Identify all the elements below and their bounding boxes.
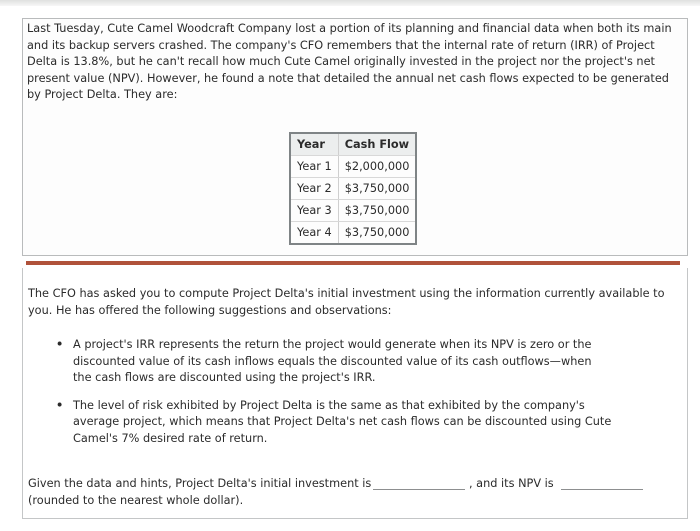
- cash-flow-cell: $3,750,000: [344, 226, 410, 239]
- table-row: [290, 222, 416, 245]
- npv-blank[interactable]: [561, 489, 643, 490]
- cash-flow-cell: $3,750,000: [338, 178, 416, 200]
- table-row: [290, 156, 416, 178]
- problem-section: [22, 18, 688, 256]
- intro-paragraph: Last Tuesday, Cute Camel Woodcraft Company lost a portion of its planning and financial data when both its main and its backup servers crashed. The company's CFO remembers that the internal rate of return (IRR) of Project Delta is 13.8%, but he can't recall how much Cute Camel originally invested in the project nor the project's net present value (NPV). However, he found a note that detailed the annual net cash flows expected to be generated by Project Delta. They are:: [27, 22, 672, 102]
- table-row: [290, 200, 416, 222]
- cash-flow-cell: $2,000,000: [338, 156, 416, 178]
- hint-text: A project's IRR represents the return the project would generate when its NPV is zero or the discounted value of its cash inflows equals the discounted value of its cash outflows—when the cash flows are discounted using the project's IRR.: [73, 338, 592, 385]
- top-edge: [0, 0, 700, 6]
- initial-investment-blank[interactable]: [373, 489, 465, 490]
- cash-flow-table: [289, 132, 417, 245]
- hint-text: The level of risk exhibited by Project Delta is the same as that exhibited by the company's average project, which means that Project Delta's net cash flows can be discounted using Cute Camel's 7% desired rate of return.: [73, 398, 612, 445]
- question-text-part2: , and its NPV is: [469, 477, 554, 490]
- header-cash-flow: Cash Flow: [338, 133, 416, 156]
- cash-flow-cell: $3,750,000: [338, 200, 416, 222]
- year-cell: Year 2: [290, 178, 338, 200]
- question-block: [28, 476, 668, 510]
- question-line-1: [28, 476, 668, 493]
- year-cell: Year 1: [290, 156, 338, 178]
- cfo-paragraph: The CFO has asked you to compute Project Delta's initial investment using the information currently available to you. He has offered the following suggestions and observations:: [28, 287, 665, 317]
- header-year: Year: [290, 133, 338, 156]
- question-text-part3: (rounded to the nearest whole dollar).: [28, 494, 244, 507]
- year-cell: Year 3: [290, 200, 338, 222]
- table-header-row: [290, 133, 416, 156]
- hint-item: [53, 398, 613, 448]
- table-row: [290, 178, 416, 200]
- question-text-part1: Given the data and hints, Project Delta's initial investment is: [28, 477, 372, 490]
- bullet-icon: •: [56, 338, 64, 351]
- bullet-icon: •: [56, 398, 64, 412]
- question-section: [22, 268, 688, 519]
- hints-list: [53, 337, 613, 459]
- section-divider: [26, 261, 680, 265]
- hint-item: [53, 337, 613, 387]
- year-cell: Year 4: [290, 222, 338, 245]
